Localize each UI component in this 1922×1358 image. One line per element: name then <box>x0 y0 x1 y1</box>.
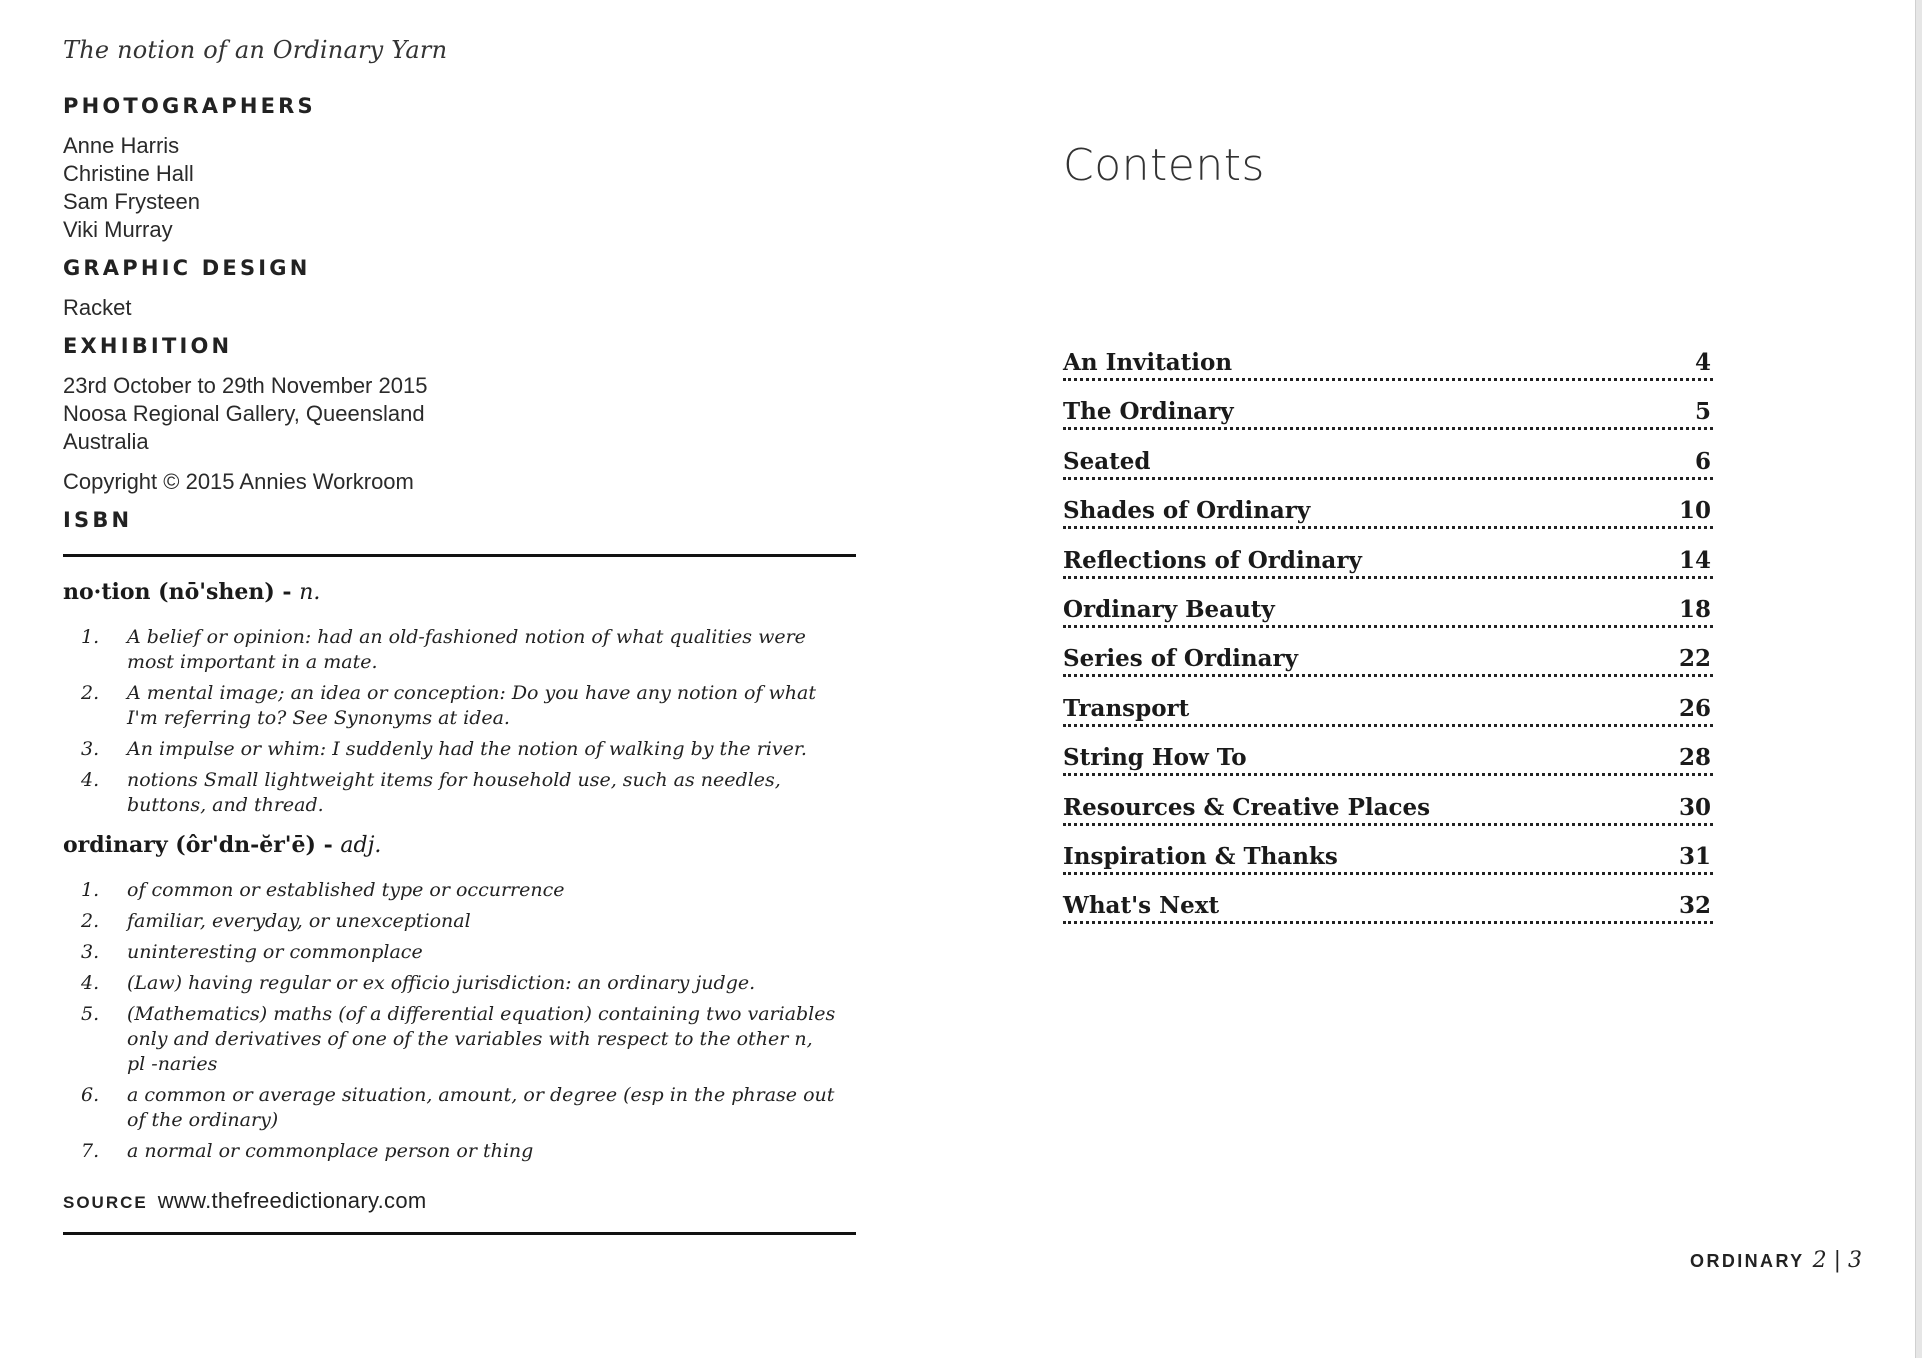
definition-number: 4. <box>81 972 100 994</box>
photographer-name: Viki Murray <box>63 217 173 242</box>
toc-entry-title: An Invitation <box>1063 349 1233 376</box>
definition-item <box>63 1139 856 1164</box>
toc-entry-title: String How To <box>1063 744 1247 772</box>
definition-text: familiar, everyday, or unexceptional <box>127 910 471 932</box>
toc-entry[interactable] <box>1063 632 1713 677</box>
photographer-name: Anne Harris <box>63 133 180 158</box>
toc-entry-title: Series of Ordinary <box>1063 645 1299 673</box>
source-line <box>63 1188 856 1214</box>
ordinary-definitions <box>63 878 856 1164</box>
contents-title: Contents <box>1063 140 1265 191</box>
definition-number: 4. <box>81 769 100 791</box>
exhibition-country: Australia <box>63 429 149 454</box>
definition-number: 2. <box>81 910 100 932</box>
toc-entry[interactable] <box>1063 682 1713 727</box>
definition-text: of common or established type or occurrence <box>127 879 565 901</box>
toc-entry-title: The Ordinary <box>1063 398 1234 426</box>
footer-label: ORDINARY <box>1690 1251 1805 1271</box>
toc-entry-page: 6 <box>1694 447 1711 475</box>
toc-entry-page: 18 <box>1678 595 1711 623</box>
source-link[interactable]: www.thefreedictionary.com <box>157 1188 427 1213</box>
toc-entry[interactable] <box>1063 879 1713 924</box>
toc-entry-page: 22 <box>1678 645 1711 673</box>
photographer-name: Christine Hall <box>63 161 194 186</box>
divider-rule <box>63 554 856 557</box>
definition-number: 1. <box>81 626 100 648</box>
toc-entry[interactable] <box>1063 830 1713 875</box>
graphic-design-heading: GRAPHIC DESIGN <box>63 256 311 280</box>
definition-item <box>63 737 856 762</box>
exhibition-dates: 23rd October to 29th November 2015 <box>63 373 428 398</box>
exhibition-venue: Noosa Regional Gallery, Queensland <box>63 401 425 426</box>
definition-text: (Law) having regular or ex officio jurisdiction: an ordinary judge. <box>127 972 756 994</box>
definition-text: A belief or opinion: had an old-fashioned notion of what qualities were most important in a mate. <box>127 626 806 673</box>
toc-entry[interactable] <box>1063 781 1713 826</box>
definition-number: 2. <box>81 682 100 704</box>
notion-definitions <box>63 625 856 818</box>
toc-entry[interactable] <box>1063 435 1713 480</box>
ordinary-part-of-speech: adj. <box>340 833 382 858</box>
definition-number: 6. <box>81 1084 100 1106</box>
notion-headword <box>63 579 856 605</box>
toc-entry-title: Shades of Ordinary <box>1063 497 1311 525</box>
page-numbers: 2 | 3 <box>1812 1248 1862 1273</box>
bottom-divider-rule <box>63 1232 856 1235</box>
toc-entry-title: Resources & Creative Places <box>1063 793 1431 821</box>
toc-entry-page: 32 <box>1678 892 1711 920</box>
credits-section <box>63 94 856 532</box>
toc-entry-title: Seated <box>1063 447 1151 475</box>
toc-entry-title: What's Next <box>1063 892 1220 920</box>
definition-text: notions Small lightweight items for household use, such as needles, buttons, and thread. <box>127 769 781 816</box>
toc-entry[interactable] <box>1063 484 1713 529</box>
definition-item <box>63 971 856 996</box>
exhibition-details <box>63 372 856 456</box>
left-page <box>63 30 856 1235</box>
toc-entry-page: 26 <box>1678 694 1711 722</box>
photographers-list <box>63 132 856 244</box>
copyright-notice: Copyright © 2015 Annies Workroom <box>63 469 414 494</box>
toc-entry-title: Ordinary Beauty <box>1063 595 1275 623</box>
toc-entry-title: Reflections of Ordinary <box>1063 546 1362 574</box>
toc-entry[interactable] <box>1063 731 1713 776</box>
source-label: SOURCE <box>63 1193 148 1212</box>
toc-entry-title: Inspiration & Thanks <box>1063 842 1338 870</box>
toc-entry-page: 28 <box>1678 744 1711 772</box>
isbn-heading: ISBN <box>63 508 133 532</box>
definition-text: a normal or commonplace person or thing <box>127 1140 534 1162</box>
definition-text: a common or average situation, amount, or degree (esp in the phrase out of the ordinary) <box>127 1084 835 1131</box>
toc-entry-page: 10 <box>1678 497 1711 525</box>
toc-entry[interactable] <box>1063 385 1713 430</box>
definition-item <box>63 768 856 818</box>
photographers-heading: PHOTOGRAPHERS <box>63 94 316 118</box>
definition-item <box>63 909 856 934</box>
table-of-contents <box>1063 336 1713 929</box>
definition-text: An impulse or whim: I suddenly had the notion of walking by the river. <box>127 738 807 760</box>
definition-item <box>63 940 856 965</box>
toc-entry-page: 5 <box>1694 398 1711 426</box>
exhibition-heading: EXHIBITION <box>63 334 233 358</box>
scrollbar[interactable] <box>1915 0 1922 1358</box>
definition-text: uninteresting or commonplace <box>127 941 423 963</box>
designer-name: Racket <box>63 295 132 320</box>
book-title: The notion of an Ordinary Yarn <box>63 36 448 64</box>
toc-entry[interactable] <box>1063 534 1713 579</box>
definition-item <box>63 1002 856 1077</box>
definition-item <box>63 1083 856 1133</box>
definition-number: 3. <box>81 941 100 963</box>
definition-item <box>63 878 856 903</box>
toc-entry-page: 31 <box>1678 842 1711 870</box>
notion-part-of-speech: n. <box>299 580 321 605</box>
toc-entry-page: 14 <box>1678 546 1711 574</box>
definition-number: 1. <box>81 879 100 901</box>
toc-entry[interactable] <box>1063 583 1713 628</box>
ordinary-word: ordinary (ôr'dn-ĕr'ē) - <box>63 832 341 858</box>
toc-entry[interactable] <box>1063 336 1713 381</box>
definition-text: (Mathematics) maths (of a differential equation) containing two variables only and derivatives of one of the variables with respect to the other n, pl -naries <box>127 1003 836 1075</box>
photographer-name: Sam Frysteen <box>63 189 200 214</box>
ordinary-headword <box>63 832 856 858</box>
notion-word: no·tion (nō'shen) - <box>63 579 300 605</box>
toc-entry-page: 4 <box>1694 349 1711 376</box>
page-footer <box>1690 1248 1862 1273</box>
definition-text: A mental image; an idea or conception: Do you have any notion of what I'm referring to? See Synonyms at idea. <box>127 682 816 729</box>
definition-number: 3. <box>81 738 100 760</box>
definition-number: 5. <box>81 1003 100 1025</box>
toc-entry-page: 30 <box>1678 793 1711 821</box>
definition-item <box>63 625 856 675</box>
definition-item <box>63 681 856 731</box>
definition-number: 7. <box>81 1140 100 1162</box>
toc-entry-title: Transport <box>1063 694 1190 722</box>
